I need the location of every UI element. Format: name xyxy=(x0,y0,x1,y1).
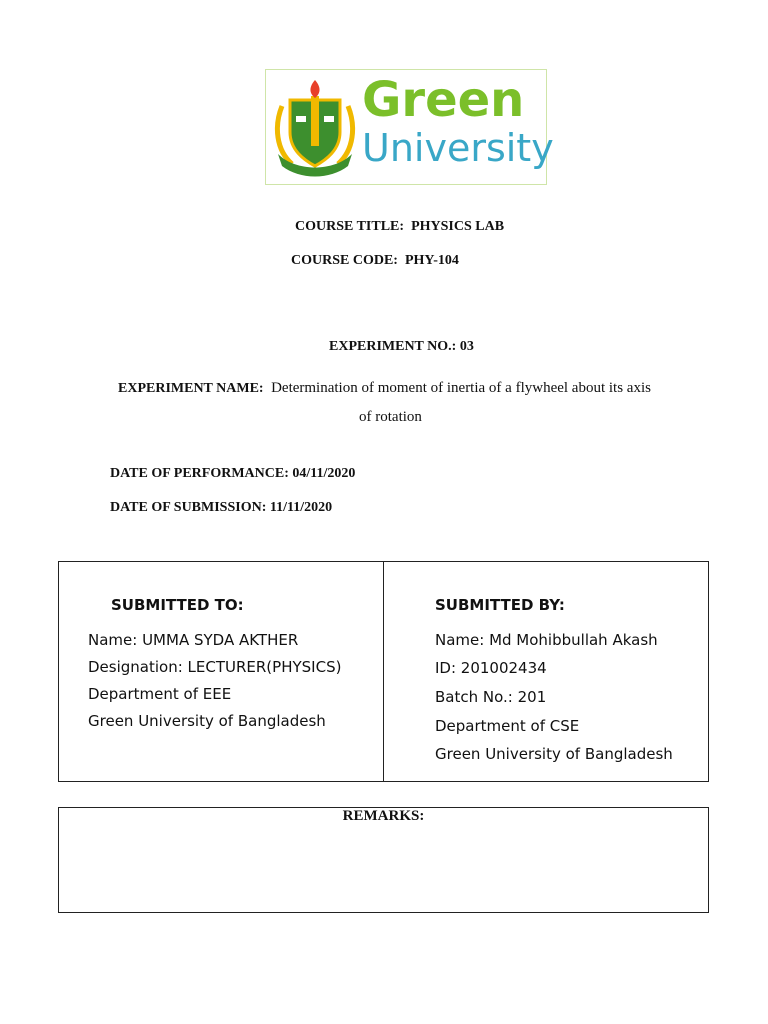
experiment-number-value: 03 xyxy=(459,339,474,354)
experiment-number xyxy=(329,339,474,355)
experiment-name-line2: of rotation xyxy=(359,409,422,425)
submitted-to-university: Green University of Bangladesh xyxy=(88,712,326,730)
course-title xyxy=(295,219,504,235)
experiment-name-label: EXPERIMENT NAME: xyxy=(118,381,264,396)
submitted-to-designation: Designation: LECTURER(PHYSICS) xyxy=(88,658,342,676)
experiment-name-line1: Determination of moment of inertia of a flywheel about its axis xyxy=(271,380,651,396)
submission-table xyxy=(58,561,709,782)
date-of-submission xyxy=(110,500,332,516)
experiment-name xyxy=(118,374,708,431)
submitted-to-department: Department of EEE xyxy=(88,685,232,703)
submitted-to-heading: SUBMITTED TO: xyxy=(111,596,244,614)
submitted-by-batch: Batch No.: 201 xyxy=(435,688,547,706)
logo-word-green: Green xyxy=(362,72,525,128)
submitted-to-name: Name: UMMA SYDA AKTHER xyxy=(88,631,299,649)
logo-word-university: University xyxy=(362,126,554,170)
performance-label: DATE OF PERFORMANCE: xyxy=(110,466,289,481)
course-title-value: PHYSICS LAB xyxy=(411,219,505,234)
submission-value: 11/11/2020 xyxy=(269,500,333,515)
date-of-performance xyxy=(110,466,355,482)
remarks-label: REMARKS: xyxy=(342,808,425,824)
submission-label: DATE OF SUBMISSION: xyxy=(110,500,267,515)
submitted-by-name: Name: Md Mohibbullah Akash xyxy=(435,631,658,649)
course-code xyxy=(291,253,459,269)
performance-value: 04/11/2020 xyxy=(292,466,356,481)
university-logo xyxy=(265,69,554,185)
submitted-by-heading: SUBMITTED BY: xyxy=(435,596,565,614)
submitted-by-university: Green University of Bangladesh xyxy=(435,745,673,763)
course-title-label: COURSE TITLE: xyxy=(295,219,405,234)
university-seal-icon xyxy=(272,76,358,180)
course-code-value: PHY-104 xyxy=(404,253,459,268)
remarks-box xyxy=(58,807,709,913)
submitted-by-department: Department of CSE xyxy=(435,717,580,735)
course-code-label: COURSE CODE: xyxy=(291,253,398,268)
table-divider xyxy=(383,562,384,781)
experiment-number-label: EXPERIMENT NO.: xyxy=(329,339,457,354)
submitted-by-id: ID: 201002434 xyxy=(435,659,547,677)
